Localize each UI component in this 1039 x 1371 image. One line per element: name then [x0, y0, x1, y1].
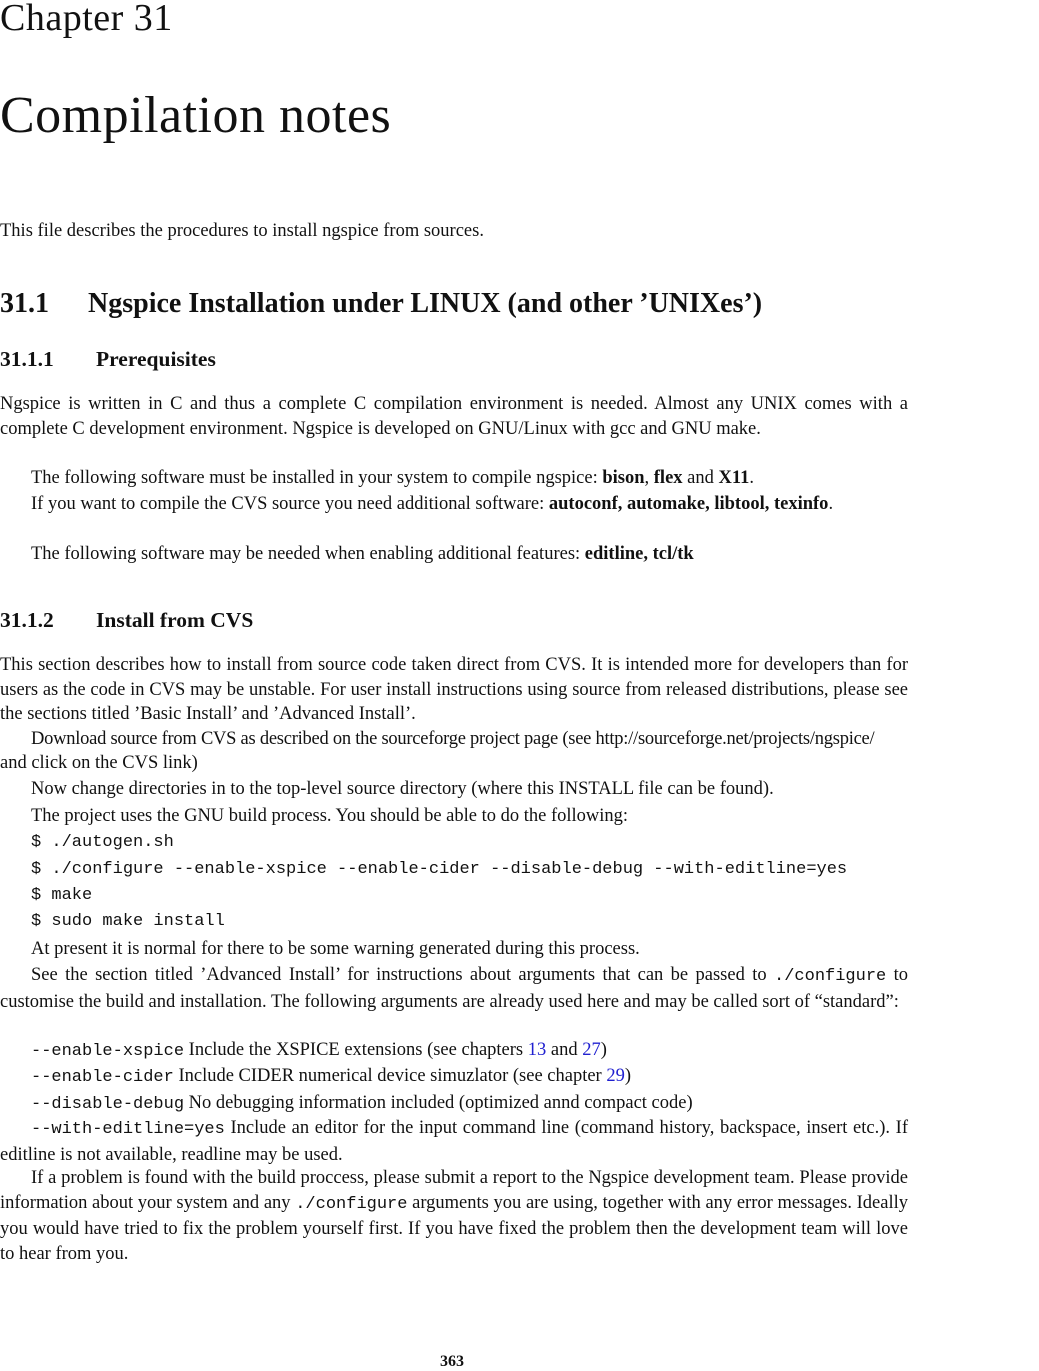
- arg-disable-debug: --disable-debug No debugging information included (optimized annd compact code): [31, 1093, 693, 1114]
- cvs-tools-terms: autoconf, automake, libtool, texinfo: [548, 494, 829, 514]
- section-heading: [0, 288, 762, 320]
- arg-enable-xspice: --enable-xspice Include the XSPICE extensions (see chapters 13 and 27): [31, 1040, 607, 1061]
- arg-code: --disable-debug: [31, 1095, 185, 1114]
- intro-paragraph: This file describes the procedures to install ngspice from sources.: [0, 221, 484, 241]
- prereq-paragraph-4: The following software may be needed when enabling additional features: editline, tcl/tk: [31, 544, 694, 564]
- chapter-link-27[interactable]: 27: [582, 1040, 601, 1060]
- section-number: 31.1: [0, 288, 49, 319]
- subsection-number: 31.1.1: [0, 347, 54, 371]
- cvs-paragraph-2-line-2: and click on the CVS link): [0, 753, 198, 773]
- cvs-paragraph-1: This section describes how to install from source code taken direct from CVS. It is intended more for developers than for users as the code in CVS may be unstable. For user install instructions using source from released distributions, please see the sections titled ’Basic Install’ and ’Advanced Install’.: [0, 655, 908, 724]
- subsection-heading-prerequisites: [0, 347, 216, 372]
- command-configure: $ ./configure --enable-xspice --enable-cider --disable-debug --with-editline=yes: [31, 860, 848, 879]
- subsection-heading-install-from-cvs: [0, 608, 253, 633]
- flex-term: flex: [653, 468, 683, 488]
- prereq-paragraph-3: If you want to compile the CVS source you need additional software: autoconf, automake, libtool, texinfo.: [31, 494, 834, 514]
- section-title: Ngspice Installation under LINUX (and other ’UNIXes’): [88, 288, 763, 319]
- command-make-install: $ sudo make install: [31, 912, 225, 931]
- command-autogen: $ ./autogen.sh: [31, 833, 174, 852]
- configure-code: ./configure: [774, 967, 887, 986]
- cvs-paragraph-2-line-1: Download source from CVS as described on the sourceforge project page (see http://sourceforge.net/projects/ngspice/: [31, 729, 875, 749]
- chapter-link-29[interactable]: 29: [606, 1066, 625, 1086]
- configure-code: ./configure: [295, 1194, 408, 1214]
- chapter-title: Compilation notes: [0, 87, 392, 144]
- arg-code: --with-editline=yes: [31, 1120, 225, 1139]
- subsection-number: 31.1.2: [0, 608, 54, 632]
- prereq-paragraph-2: The following software must be installed in your system to compile ngspice: bison, flex and X11.: [31, 468, 754, 488]
- arg-code: --enable-xspice: [31, 1042, 185, 1061]
- chapter-label: Chapter 31: [0, 0, 173, 39]
- cvs-paragraph-5: At present it is normal for there to be some warning generated during this process.: [31, 939, 640, 959]
- arg-with-editline: --with-editline=yes Include an editor for the input command line (command history, backspace, insert etc.). If editline is not available, readline may be used.: [0, 1118, 908, 1165]
- bison-term: bison: [602, 468, 645, 488]
- arg-enable-cider: --enable-cider Include CIDER numerical device simuzlator (see chapter 29): [31, 1066, 632, 1087]
- chapter-link-13[interactable]: 13: [527, 1040, 547, 1060]
- prereq-paragraph-1: Ngspice is written in C and thus a complete C compilation environment is needed. Almost any UNIX comes with a complete C development environment. Ngspice is developed on GNU/Linux with gcc and GNU make.: [0, 394, 908, 439]
- optional-tools-terms: editline, tcl/tk: [584, 544, 694, 564]
- cvs-paragraph-4: The project uses the GNU build process. You should be able to do the following:: [31, 806, 629, 826]
- subsection-title: Prerequisites: [96, 347, 216, 371]
- cvs-paragraph-3: Now change directories in to the top-level source directory (where this INSTALL file can be found).: [31, 779, 774, 799]
- cvs-paragraph-6: See the section titled ’Advanced Install’ for instructions about arguments that can be passed to ./configure to customise the build and installation. The following arguments are already used here and may be called sort of “standard”:: [0, 965, 909, 1012]
- cvs-paragraph-7: If a problem is found with the build proccess, please submit a report to the Ngspice development team. Please provide information about your system and any ./configure arguments you are using, together with any error messages. Ideally you would have tried to fix the problem yourself first. If you have fixed the problem then the development team will love to hear from you.: [0, 1168, 909, 1264]
- command-make: $ make: [31, 886, 93, 905]
- page-number: 363: [440, 1353, 464, 1370]
- arg-code: --enable-cider: [31, 1068, 174, 1087]
- subsection-title: Install from CVS: [96, 608, 254, 632]
- x11-term: X11: [718, 468, 750, 488]
